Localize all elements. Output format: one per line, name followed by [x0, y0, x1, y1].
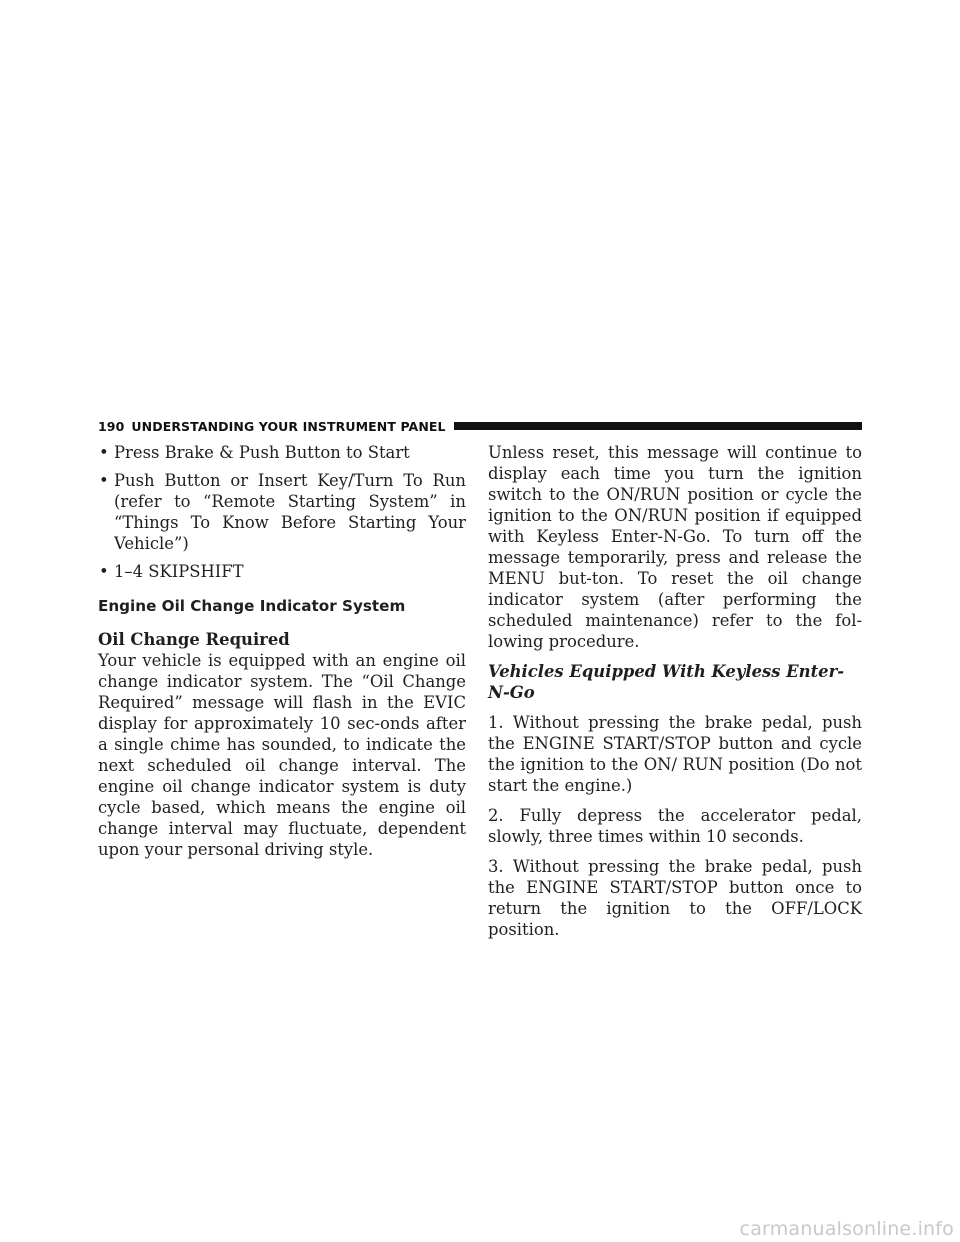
header-rule: [454, 422, 862, 430]
bullet-dot: •: [99, 562, 109, 581]
body-paragraph: Your vehicle is equipped with an engine oil change indicator system. The “Oil Change Required” message will flash in the EVIC display for approximately 10 sec-onds after a single chime has sounded, to indicate the next scheduled oil change interval. The engine oil change indicator system is duty cycle based, which means the engine oil change interval may fluctuate, dependent upon your personal driving style.: [98, 651, 466, 859]
procedure-step: 2. Fully depress the accelerator pedal, slowly, three times within 10 seconds.: [488, 806, 862, 846]
bullet-text: Push Button or Insert Key/Turn To Run (refer to “Remote Starting System” in “Things To Know Before Starting Your Vehicle”): [114, 471, 466, 553]
bullet-text: Press Brake & Push Button to Start: [114, 443, 410, 462]
bullet-item: [98, 470, 466, 554]
intro-paragraph: Unless reset, this message will continue to display each time you turn the ignition switch to the ON/RUN position or cycle the ignition to the ON/RUN position if equipped with Keyless Enter-N-Go. To turn off the message temporarily, press and release the MENU but-ton. To reset the oil change indicator system (after performing the scheduled maintenance) refer to the fol-lowing procedure.: [488, 443, 862, 651]
left-column: [98, 442, 466, 868]
bullet-item: [98, 561, 466, 582]
section-heading: Engine Oil Change Indicator System: [98, 597, 406, 615]
procedure-step: 1. Without pressing the brake pedal, push the ENGINE START/STOP button and cycle the ignition to the ON/ RUN position (Do not start the engine.): [488, 713, 862, 795]
bullet-text: 1–4 SKIPSHIFT: [114, 562, 244, 581]
bullet-dot: •: [99, 443, 109, 462]
page-number: 190: [98, 418, 125, 434]
page-header: [98, 418, 862, 434]
procedure-step: 3. Without pressing the brake pedal, push the ENGINE START/STOP button once to return the ignition to the OFF/LOCK position.: [488, 857, 862, 939]
watermark-text: carmanualsonline.info: [739, 1218, 954, 1240]
procedure-heading: Vehicles Equipped With Keyless Enter-N-Go: [488, 662, 845, 702]
right-column: [488, 442, 862, 949]
bullet-item: [98, 442, 466, 463]
bullet-dot: •: [99, 471, 109, 490]
subheading: Oil Change Required: [98, 630, 290, 649]
section-title: UNDERSTANDING YOUR INSTRUMENT PANEL: [131, 418, 446, 434]
